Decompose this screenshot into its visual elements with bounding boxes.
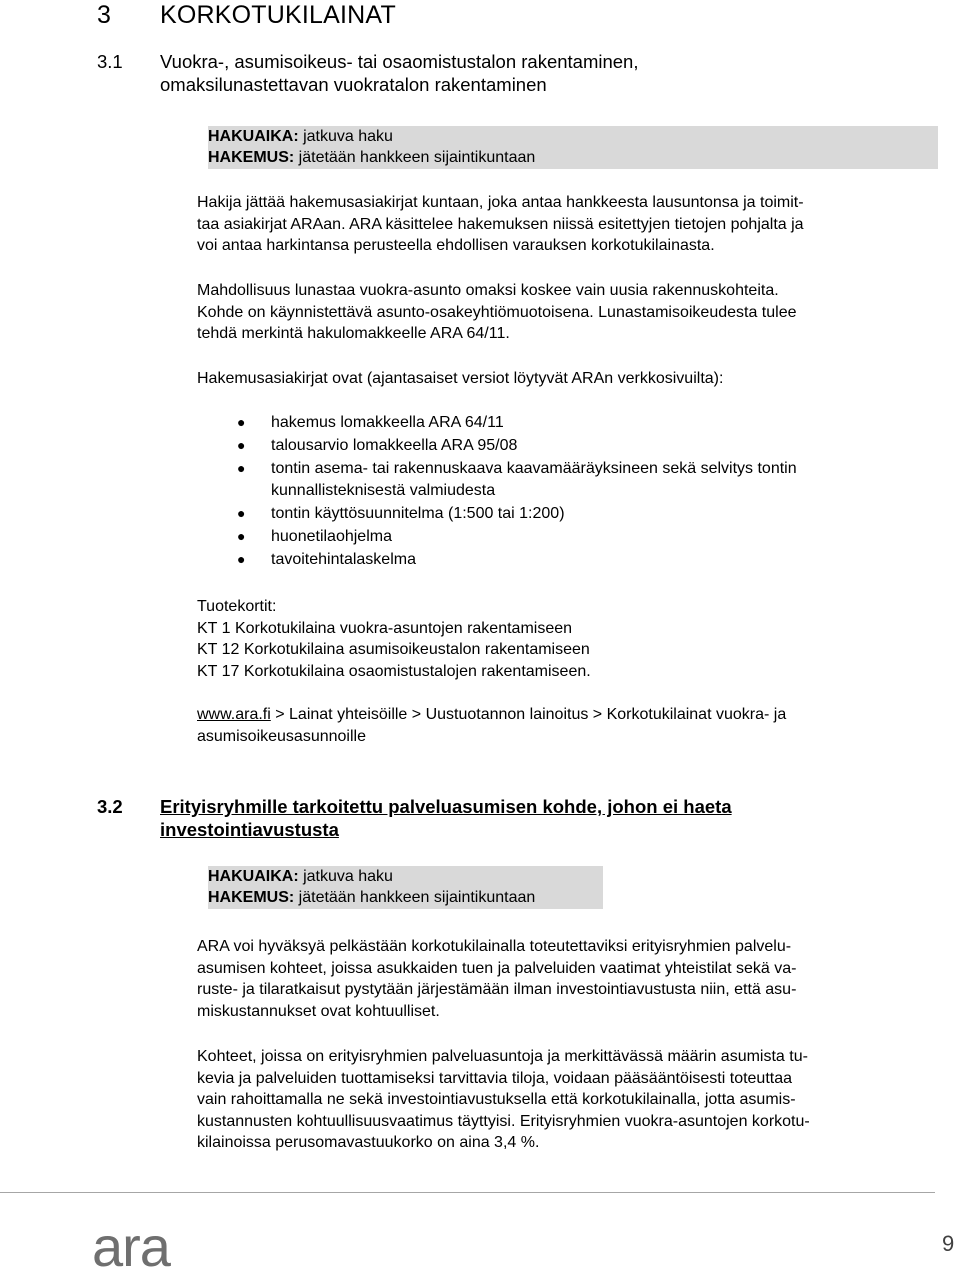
- list-item: [197, 526, 935, 548]
- paragraph-line: tehdä merkintä hakulomakkeelle ARA 64/11.: [197, 325, 510, 342]
- list-item-text: tontin asema- tai rakennuskaava kaavamääräyksineen sekä selvitys tontin: [271, 460, 797, 477]
- hakuaika-line: [208, 866, 603, 887]
- section-title-line: Erityisryhmille tarkoitettu palveluasumisen kohde, johon ei haeta: [160, 796, 732, 817]
- paragraph-funding: [197, 1046, 915, 1154]
- list-item-text: tontin käyttösuunnitelma (1:500 tai 1:200): [271, 504, 565, 522]
- hakuaika-line: [208, 126, 938, 147]
- chapter-heading: [97, 0, 396, 30]
- paragraph-line: kevia ja palveluiden tuottamiseksi tarvittavia tiloja, voidaan pääsääntöisesti toteuttaa: [197, 1069, 793, 1087]
- section-number: 3.1: [97, 51, 123, 72]
- paragraph-line: voi antaa harkintansa perusteella ehdollisen varauksen korkotukilainasta.: [197, 237, 715, 254]
- list-item: [197, 435, 935, 457]
- section-title-line: Vuokra-, asumisoikeus- tai osaomistustalon rakentaminen,: [160, 51, 639, 72]
- list-item-text: kunnallisteknisestä valmiudesta: [271, 481, 496, 499]
- paragraph-line: ARA voi hyväksyä pelkästään korkotukilainalla toteutettaviksi erityisryhmien palvelu-: [197, 938, 792, 955]
- bullet-icon: ●: [237, 437, 246, 453]
- paragraph-documents-intro: Hakemusasiakirjat ovat (ajantasaiset versiot löytyvät ARAn verkkosivuilta):: [197, 370, 724, 387]
- web-path-text: asumisoikeusasunnoille: [197, 727, 366, 745]
- paragraph-line: taa asiakirjat ARAan. ARA käsittelee hakemuksen niissä esitettyjen tietojen pohjalta ja: [197, 215, 804, 233]
- hakuaika-label: HAKUAIKA:: [208, 128, 299, 145]
- hakemus-line: [208, 887, 603, 908]
- section-title-line: investointiavustusta: [160, 819, 339, 840]
- list-item-text: talousarvio lomakkeella ARA 95/08: [271, 437, 518, 454]
- list-item: [197, 412, 935, 434]
- hakuaika-value: jatkuva haku: [298, 868, 393, 885]
- ara-website-link[interactable]: www.ara.fi: [197, 706, 271, 723]
- paragraph-special-groups: [197, 936, 915, 1022]
- list-item: [197, 503, 935, 525]
- section-title: [160, 795, 800, 841]
- paragraph-line: asumisen kohteet, joissa asukkaiden tuen ja palveluiden vaatimat yhteistilat sekä va-: [197, 959, 797, 977]
- chapter-number: 3: [97, 1, 112, 29]
- bullet-icon: ●: [237, 504, 246, 521]
- paragraph-line: Kohde on käynnistettävä asunto-osakeyhtiömuotoisena. Lunastamisoikeudesta tulee: [197, 303, 797, 321]
- hakemus-value: jätetään hankkeen sijaintikuntaan: [294, 889, 536, 906]
- section-number: 3.2: [97, 796, 123, 817]
- paragraph-line: vain rahoittamalla ne sekä investointiavustuksella että korkotukilainalla, jotta asumis-: [197, 1091, 796, 1108]
- product-cards-heading: Tuotekortit:: [197, 598, 277, 615]
- paragraph-line: Kohteet, joissa on erityisryhmien palveluasuntoja ja merkittävässä määrin asumista tu-: [197, 1048, 808, 1065]
- list-item: [197, 458, 935, 501]
- product-card-item: KT 12 Korkotukilaina asumisoikeustalon rakentamiseen: [197, 641, 590, 658]
- section-heading-3-1: [97, 50, 817, 96]
- product-card-item: KT 17 Korkotukilaina osaomistustalojen rakentamiseen.: [197, 662, 591, 680]
- ara-logo: ara: [92, 1215, 170, 1278]
- paragraph-line: ruste- ja tilaratkaisut pystytään järjestämään ilman investointiavustusta niin, että asu-: [197, 981, 797, 998]
- paragraph-line: Hakija jättää hakemusasiakirjat kuntaan, joka antaa hankkeesta lausuntonsa ja toimit-: [197, 194, 804, 211]
- hakemus-line: [208, 147, 938, 168]
- paragraph-line: kilainoissa perusomavastuukorko on aina 3,4 %.: [197, 1134, 540, 1151]
- hakemus-value: jätetään hankkeen sijaintikuntaan: [294, 149, 536, 166]
- section-heading-3-2: [97, 795, 817, 841]
- documents-list: [197, 412, 935, 572]
- page-number: 9: [942, 1231, 955, 1256]
- section-title: [160, 50, 800, 96]
- paragraph-application-process: [197, 192, 935, 257]
- application-info-box: [208, 866, 603, 909]
- hakuaika-label: HAKUAIKA:: [208, 868, 299, 885]
- application-info-box: [208, 126, 938, 169]
- bullet-icon: ●: [237, 527, 246, 544]
- section-title-line: omaksilunastettavan vuokratalon rakentaminen: [160, 74, 547, 95]
- list-item-text: huonetilaohjelma: [271, 527, 392, 545]
- hakemus-label: HAKEMUS:: [208, 889, 295, 906]
- web-path-text: > Lainat yhteisöille > Uustuotannon lainoitus > Korkotukilainat vuokra- ja: [270, 706, 787, 723]
- web-path-line: [197, 704, 935, 726]
- list-item-text: tavoitehintalaskelma: [271, 550, 416, 568]
- chapter-title: KORKOTUKILAINAT: [160, 1, 396, 29]
- product-cards: [197, 596, 935, 682]
- hakemus-label: HAKEMUS:: [208, 149, 295, 166]
- bullet-icon: ●: [237, 550, 246, 567]
- paragraph-line: kustannusten kohtuullisuusvaatimus täyttyisi. Erityisryhmien vuokra-asuntojen korkotu-: [197, 1112, 810, 1130]
- web-path: [197, 704, 935, 747]
- list-item-text: hakemus lomakkeella ARA 64/11: [271, 414, 504, 431]
- paragraph-line: miskustannukset ovat kohtuulliset.: [197, 1002, 440, 1020]
- bullet-icon: ●: [237, 414, 246, 430]
- footer-divider: [0, 1192, 935, 1193]
- hakuaika-value: jatkuva haku: [298, 128, 393, 145]
- paragraph-line: Mahdollisuus lunastaa vuokra-asunto omaksi koskee vain uusia rakennuskohteita.: [197, 282, 779, 299]
- paragraph-redemption: [197, 280, 935, 345]
- list-item: [197, 549, 935, 571]
- bullet-icon: ●: [237, 460, 246, 476]
- product-card-item: KT 1 Korkotukilaina vuokra-asuntojen rakentamiseen: [197, 619, 573, 637]
